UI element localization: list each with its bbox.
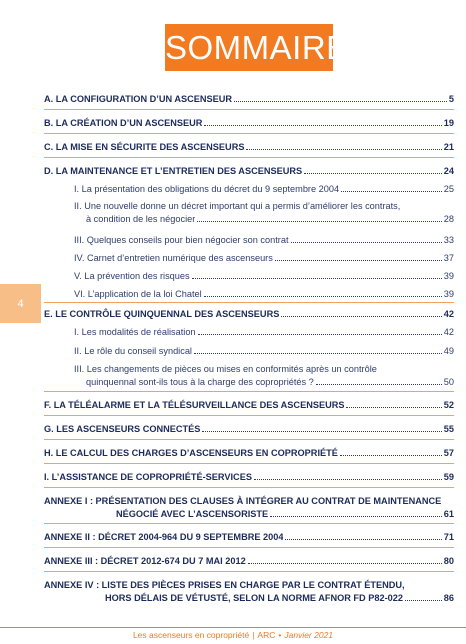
toc-entry-label: C. LA MISE EN SÉCURITE DES ASCENSEURS — [44, 142, 245, 152]
toc-section[interactable] — [44, 399, 454, 412]
toc-section[interactable] — [44, 308, 454, 321]
dot-leader — [281, 316, 441, 317]
toc-subsection[interactable] — [74, 270, 454, 283]
toc-entry-page: 19 — [443, 118, 454, 128]
dot-leader — [197, 221, 441, 222]
footer-rule — [0, 627, 466, 628]
dot-leader — [340, 455, 442, 456]
toc-entry-page: 39 — [443, 271, 454, 281]
toc-entry-label: III. Les changements de pièces ou mises en conformités après un contrôle — [74, 364, 377, 374]
toc-section[interactable] — [44, 531, 454, 544]
dot-leader — [316, 384, 442, 385]
toc-section[interactable] — [44, 579, 454, 605]
toc-section[interactable] — [44, 555, 454, 568]
dot-leader — [346, 407, 441, 408]
toc-entry-label: E. LE CONTRÔLE QUINQUENNAL DES ASCENSEURS — [44, 309, 280, 319]
toc-entry-label: I. La présentation des obligations du décret du 9 septembre 2004 — [74, 184, 340, 194]
toc-entry-label: B. LA CRÉATION D’UN ASCENSEUR — [44, 118, 203, 128]
toc-entry-page: 71 — [443, 532, 454, 542]
section-divider — [44, 487, 454, 488]
section-divider — [44, 463, 454, 464]
dot-leader — [341, 191, 442, 192]
toc-subsection[interactable] — [74, 345, 454, 358]
toc-entry-page: 33 — [443, 235, 454, 245]
page-number-tab — [0, 284, 41, 323]
toc-subsection[interactable] — [74, 234, 454, 247]
footer: Les ascenseurs en copropriété | ARC • Janvier 2021 — [132, 630, 334, 640]
dot-leader — [270, 516, 442, 517]
toc-entry-label: G. LES ASCENSEURS CONNECTÉS — [44, 424, 201, 434]
toc-section[interactable] — [44, 447, 454, 460]
toc-entry-label: ANNEXE II : DÉCRET 2004-964 DU 9 SEPTEMBRE 2004 — [44, 532, 284, 542]
toc-entry-label: H. LE CALCUL DES CHARGES D’ASCENSEURS EN COPROPRIÉTÉ — [44, 448, 338, 458]
dot-leader — [202, 431, 441, 432]
toc-entry-page: 57 — [443, 448, 454, 458]
toc-entry-page: 86 — [443, 593, 454, 603]
toc-subsection[interactable] — [74, 326, 454, 339]
toc-subsection[interactable] — [74, 288, 454, 301]
toc-entry-page: 80 — [443, 556, 454, 566]
toc-entry-label: ANNEXE IV : LISTE DES PIÈCES PRISES EN CHARGE PAR LE CONTRAT ÉTENDU, — [44, 580, 405, 590]
toc-section[interactable] — [44, 423, 454, 436]
toc-entry-page: 42 — [443, 327, 454, 337]
footer-title: Les ascenseurs en copropriété — [132, 630, 250, 640]
toc-subsection[interactable] — [74, 183, 454, 196]
dot-leader — [204, 125, 441, 126]
toc-entry-label: II. Le rôle du conseil syndical — [74, 346, 192, 356]
page-title: SOMMAIRE — [165, 24, 333, 71]
toc-section[interactable] — [44, 165, 454, 178]
dot-leader — [304, 173, 442, 174]
toc-entry-page: 49 — [443, 346, 454, 356]
toc-entry-label: ANNEXE I : PRÉSENTATION DES CLAUSES À INTÉGRER AU CONTRAT DE MAINTENANCE — [44, 496, 442, 506]
section-divider — [44, 302, 454, 303]
toc-entry-page: 24 — [443, 166, 454, 176]
toc-entry-label: ANNEXE III : DÉCRET 2012-674 DU 7 MAI 2012 — [44, 556, 246, 566]
toc-entry-label: A. LA CONFIGURATION D’UN ASCENSEUR — [44, 94, 233, 104]
dot-leader — [192, 278, 442, 279]
toc-entry-page: 52 — [443, 400, 454, 410]
toc-entry-label: HORS DÉLAIS DE VÉTUSTÉ, SELON LA NORME AFNOR FD P82-022 — [105, 593, 403, 603]
section-divider — [44, 391, 454, 392]
section-divider — [44, 523, 454, 524]
footer-date: Janvier 2021 — [284, 630, 334, 640]
section-divider — [44, 547, 454, 548]
section-divider — [44, 133, 454, 134]
toc-section[interactable] — [44, 93, 454, 106]
toc-entry-page: 25 — [443, 184, 454, 194]
dot-leader — [204, 296, 442, 297]
toc-entry-page: 61 — [443, 509, 454, 519]
dot-leader — [248, 563, 442, 564]
toc-entry-label: V. La prévention des risques — [74, 271, 190, 281]
footer-org: ARC — [257, 630, 276, 640]
toc-entry-page: 21 — [443, 142, 454, 152]
dot-leader — [254, 479, 442, 480]
toc-entry-label: à condition de les négocier — [86, 214, 196, 224]
toc-entry-label: NÉGOCIÉ AVEC L’ASCENSORISTE — [116, 509, 269, 519]
dot-leader — [291, 242, 442, 243]
dot-leader — [275, 260, 442, 261]
dot-leader — [234, 101, 447, 102]
toc-section[interactable] — [44, 117, 454, 130]
dot-leader — [246, 149, 441, 150]
dot-leader — [194, 353, 442, 354]
toc-section[interactable] — [44, 141, 454, 154]
toc-entry-page: 28 — [443, 214, 454, 224]
toc-subsection[interactable] — [74, 200, 454, 226]
toc-entry-label: III. Quelques conseils pour bien négocier son contrat — [74, 235, 289, 245]
toc-entry-label: D. LA MAINTENANCE ET L’ENTRETIEN DES ASCENSEURS — [44, 166, 303, 176]
toc-entry-label: II. Une nouvelle donne un décret important qui a permis d’améliorer les contrats, — [74, 201, 401, 211]
toc-entry-label: I. L’ASSISTANCE DE COPROPRIÉTÉ-SERVICES — [44, 472, 252, 482]
section-divider — [44, 415, 454, 416]
toc-subsection[interactable] — [74, 252, 454, 265]
toc-entry-label: quinquennal sont-ils tous à la charge des copropriétés ? — [86, 377, 314, 387]
toc-entry-page: 55 — [443, 424, 454, 434]
section-divider — [44, 157, 454, 158]
toc-entry-label: F. LA TÉLÉALARME ET LA TÉLÉSURVEILLANCE DES ASCENSEURS — [44, 400, 345, 410]
toc-section[interactable] — [44, 471, 454, 484]
section-divider — [44, 109, 454, 110]
dot-leader — [405, 600, 442, 601]
toc-entry-page: 59 — [443, 472, 454, 482]
toc-entry-label: IV. Carnet d’entretien numérique des ascenseurs — [74, 253, 273, 263]
toc-entry-label: VI. L’application de la loi Chatel — [74, 289, 202, 299]
section-divider — [44, 439, 454, 440]
toc-entry-page: 39 — [443, 289, 454, 299]
toc-entry-page: 5 — [448, 94, 454, 104]
section-divider — [44, 571, 454, 572]
dot-leader — [285, 539, 441, 540]
toc-entry-page: 37 — [443, 253, 454, 263]
toc-entry-page: 50 — [443, 377, 454, 387]
toc-entry-label: I. Les modalités de réalisation — [74, 327, 196, 337]
dot-leader — [198, 334, 442, 335]
toc-entry-page: 42 — [443, 309, 454, 319]
page-number: 4 — [17, 297, 24, 310]
toc-section[interactable] — [44, 495, 454, 521]
toc-subsection[interactable] — [74, 363, 454, 389]
